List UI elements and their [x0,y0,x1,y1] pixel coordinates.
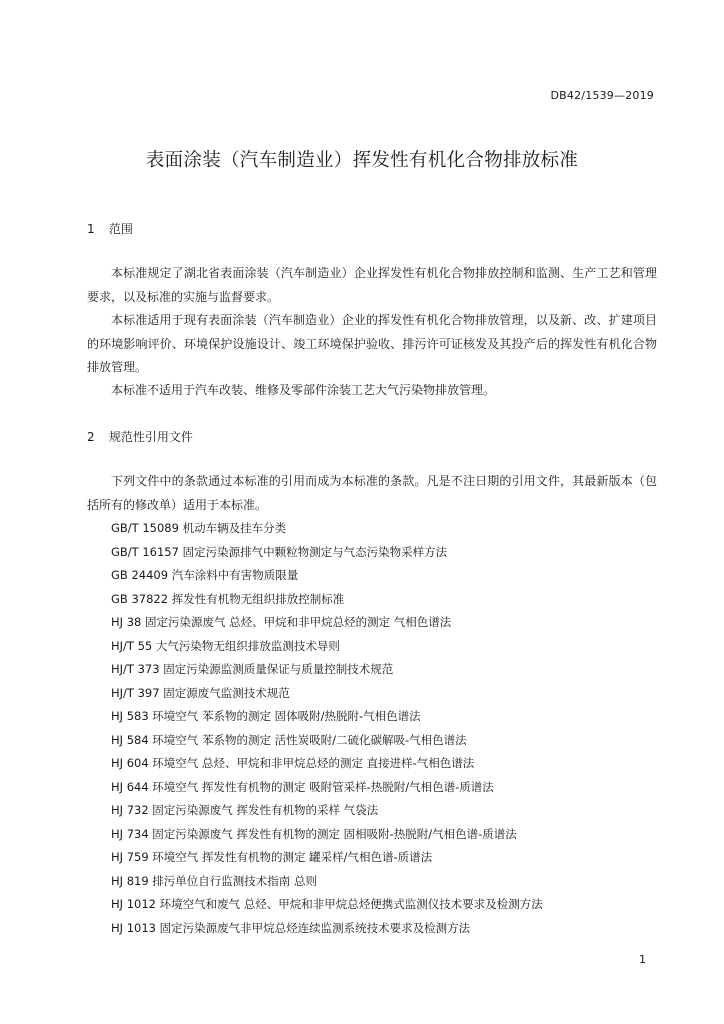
section-title: 范围 [108,222,133,236]
section-number: 2 [87,430,95,444]
reference-item: HJ 1012 环境空气和废气 总烃、甲烷和非甲烷总烃便携式监测仪技术要求及检测方法 [111,897,543,911]
reference-item: HJ 1013 固定污染源废气非甲烷总烃连续监测系统技术要求及检测方法 [111,920,471,935]
section-title: 规范性引用文件 [108,430,193,444]
reference-item: GB/T 16157 固定污染源排气中颗粒物测定与气态污染物采样方法 [111,544,448,559]
page-number: 1 [639,953,646,966]
normative-reference-list [111,517,543,940]
reference-item: GB/T 15089 机动车辆及挂车分类 [111,521,287,535]
document-title: 表面涂装（汽车制造业）挥发性有机化合物排放标准 [145,150,579,171]
reference-item: HJ 734 固定污染源废气 挥发性有机物的测定 固相吸附-热脱附/气相色谱-质谱法 [111,826,517,841]
reference-item: HJ 819 排污单位自行监测技术指南 总则 [111,873,317,888]
reference-item: HJ 604 环境空气 总烃、甲烷和非甲烷总烃的测定 直接进样-气相色谱法 [111,756,475,770]
reference-item: HJ 584 环境空气 苯系物的测定 活性炭吸附/二硫化碳解吸-气相色谱法 [111,732,467,747]
paragraph: 下列文件中的条款通过本标准的引用而成为本标准的条款。凡是不注日期的引用文件，其最新版本（包括所有的修改单）适用于本标准。 [87,474,657,512]
section-2-heading [87,428,193,445]
section-1-heading [87,220,133,237]
reference-item: HJ/T 55 大气污染物无组织排放监测技术导则 [111,638,340,653]
paragraph: 本标准适用于现有表面涂装（汽车制造业）企业的挥发性有机化合物排放管理，以及新、改、扩建项目的环境影响评价、环境保护设施设计、竣工环境保护验收、排污许可证核发及其投产后的挥发性有机化合物排放管理。 [87,313,657,374]
reference-item: HJ 732 固定污染源废气 挥发性有机物的采样 气袋法 [111,803,379,817]
section-number: 1 [87,222,95,236]
paragraph: 本标准规定了湖北省表面涂装（汽车制造业）企业挥发性有机化合物排放控制和监测、生产工艺和管理要求，以及标准的实施与监督要求。 [87,266,657,304]
reference-item: GB 37822 挥发性有机物无组织排放控制标准 [111,591,345,606]
reference-item: GB 24409 汽车涂料中有害物质限量 [111,568,299,582]
reference-item: HJ 38 固定污染源废气 总烃、甲烷和非甲烷总烃的测定 气相色谱法 [111,615,452,629]
paragraph: 本标准不适用于汽车改装、维修及零部件涂装工艺大气污染物排放管理。 [111,383,496,397]
reference-item: HJ 644 环境空气 挥发性有机物的测定 吸附管采样-热脱附/气相色谱-质谱法 [111,779,494,794]
reference-item: HJ/T 397 固定源废气监测技术规范 [111,685,290,700]
reference-item: HJ 759 环境空气 挥发性有机物的测定 罐采样/气相色谱-质谱法 [111,850,433,864]
reference-item: HJ/T 373 固定污染源监测质量保证与质量控制技术规范 [111,662,394,676]
document-code: DB42/1539—2019 [550,89,654,102]
reference-item: HJ 583 环境空气 苯系物的测定 固体吸附/热脱附-气相色谱法 [111,709,421,723]
